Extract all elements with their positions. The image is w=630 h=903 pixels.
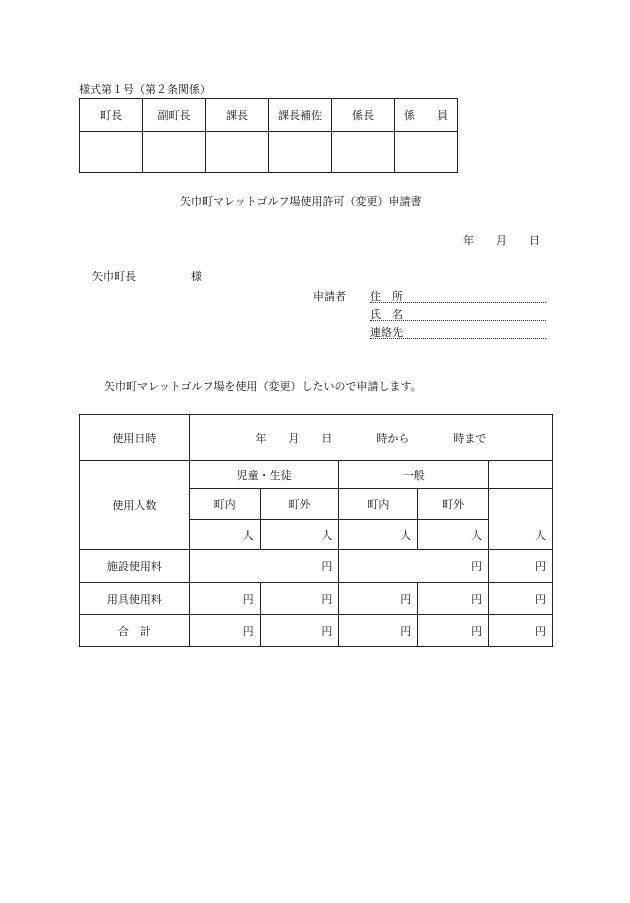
applicant-label: 申請者 <box>313 290 346 303</box>
yen-unit: 円 <box>321 560 333 573</box>
yen-unit: 円 <box>321 624 333 638</box>
datetime-value[interactable]: 年 月 日 時から 時まで <box>189 415 552 461</box>
general-out-town-label: 町外 <box>418 489 489 520</box>
equipment-fee-label: 用具使用料 <box>80 583 190 615</box>
applicant-address-line[interactable] <box>370 302 546 303</box>
general-in-town-label: 町内 <box>339 489 418 520</box>
total-cell[interactable] <box>339 615 418 647</box>
datetime-label: 使用日時 <box>80 415 190 461</box>
approval-stamp-cell <box>143 132 206 173</box>
yen-unit: 円 <box>471 592 483 606</box>
approval-stamp-cell <box>332 132 395 173</box>
people-total-cell[interactable] <box>489 489 553 550</box>
approval-header-assistant-chief: 課長補佐 <box>269 99 332 132</box>
addressee: 矢巾町長 様 <box>92 270 202 283</box>
general-out-town-count[interactable] <box>418 520 489 550</box>
person-unit: 人 <box>400 528 412 542</box>
yen-unit: 円 <box>535 624 546 638</box>
approval-header-staff: 係 員 <box>395 99 458 132</box>
person-unit: 人 <box>471 528 483 542</box>
applicant-name-line[interactable] <box>370 320 546 321</box>
facility-fee-label: 施設使用料 <box>80 550 190 583</box>
equipment-fee-cell[interactable] <box>260 583 339 615</box>
applicant-contact-line[interactable] <box>370 338 546 339</box>
yen-unit: 円 <box>400 592 412 606</box>
approval-header-unit-chief: 係長 <box>332 99 395 132</box>
children-label: 児童・生徒 <box>189 461 339 489</box>
facility-fee-general[interactable] <box>339 550 489 583</box>
yen-unit: 円 <box>471 624 483 638</box>
approval-stamp-cell <box>395 132 458 173</box>
yen-unit: 円 <box>471 560 483 573</box>
person-unit: 人 <box>535 529 546 542</box>
people-label: 使用人数 <box>80 461 190 550</box>
body-text: 矢巾町マレットゴルフ場を使用（変更）したいので申請します。 <box>104 380 422 393</box>
approval-stamp-cell <box>269 132 332 173</box>
equipment-fee-cell[interactable] <box>189 583 260 615</box>
yen-unit: 円 <box>321 592 333 606</box>
usage-table <box>79 414 553 647</box>
facility-fee-total[interactable] <box>489 550 553 583</box>
yen-unit: 円 <box>535 560 546 573</box>
approval-stamp-cell <box>206 132 269 173</box>
applicant-address-label: 住 所 <box>370 290 403 303</box>
equipment-fee-total[interactable] <box>489 583 553 615</box>
total-label: 合 計 <box>80 615 190 647</box>
approval-header-deputy-mayor: 副町長 <box>143 99 206 132</box>
yen-unit: 円 <box>242 592 254 606</box>
yen-unit: 円 <box>400 624 412 638</box>
approval-stamp-table <box>79 98 458 173</box>
total-cell[interactable] <box>189 615 260 647</box>
facility-fee-children[interactable] <box>189 550 339 583</box>
children-in-town-count[interactable] <box>189 520 260 550</box>
form-number: 様式第１号（第２条関係） <box>79 83 211 96</box>
general-in-town-count[interactable] <box>339 520 418 550</box>
date-line: 年 月 日 <box>463 234 540 247</box>
yen-unit: 円 <box>242 624 254 638</box>
approval-header-mayor: 町長 <box>80 99 143 132</box>
total-cell[interactable] <box>418 615 489 647</box>
children-out-town-label: 町外 <box>260 489 339 520</box>
person-unit: 人 <box>242 528 254 542</box>
yen-unit: 円 <box>535 592 546 606</box>
total-cell[interactable] <box>260 615 339 647</box>
document-title: 矢巾町マレットゴルフ場使用許可（変更）申請書 <box>180 195 422 208</box>
person-unit: 人 <box>321 528 333 542</box>
applicant-contact-label: 連絡先 <box>370 326 403 339</box>
grand-total[interactable] <box>489 615 553 647</box>
applicant-name-label: 氏 名 <box>370 308 403 321</box>
children-in-town-label: 町内 <box>189 489 260 520</box>
general-label: 一般 <box>339 461 489 489</box>
approval-stamp-cell <box>80 132 143 173</box>
people-total-header <box>489 461 553 489</box>
children-out-town-count[interactable] <box>260 520 339 550</box>
approval-header-section-chief: 課長 <box>206 99 269 132</box>
equipment-fee-cell[interactable] <box>339 583 418 615</box>
equipment-fee-cell[interactable] <box>418 583 489 615</box>
